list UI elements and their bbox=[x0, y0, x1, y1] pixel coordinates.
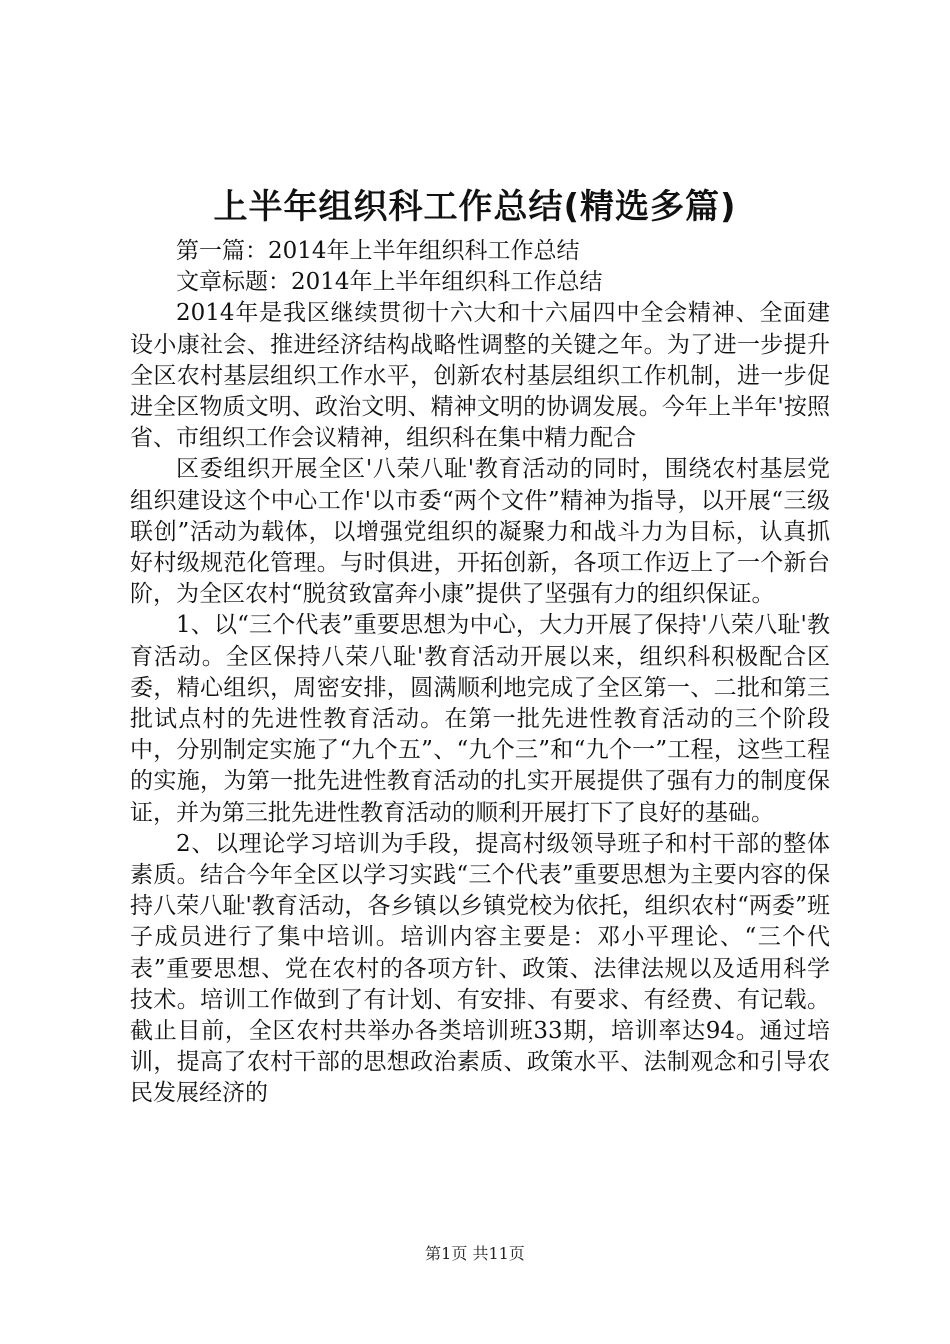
article-title-line: 文章标题：2014年上半年组织科工作总结 bbox=[176, 269, 603, 296]
paragraph: 2014年是我区继续贯彻十六大和十六届四中全会精神、全面建设小康社会、推进经济结构战略性调整的关键之年。为了进一步提升全区农村基层组织工作水平，创新农村基层组织工作机制，进一步促进全区物质文明、政治文明、精神文明的协调发展。今年上半年'按照省、市组织工作会议精神，组织科在集中精力配合 bbox=[130, 300, 830, 452]
page-footer: 第1页 共11页 bbox=[425, 1244, 525, 1263]
section-heading: 第一篇：2014年上半年组织科工作总结 bbox=[176, 238, 580, 264]
paragraph: 区委组织开展全区'八荣八耻'教育活动的同时，围绕农村基层党组织建设这个中心工作'以市委“两个文件”精神为指导，以开展“三级联创”活动为载体，以增强党组织的凝聚力和战斗力为目标，认真抓好村级规范化管理。与时俱进，开拓创新，各项工作迈上了一个新台阶，为全区农村“脱贫致富奔小康”提供了坚强有力的组织保证。 bbox=[130, 456, 830, 608]
paragraph: 2、以理论学习培训为手段，提高村级领导班子和村干部的整体素质。结合今年全区以学习实践“三个代表”重要思想为主要内容的保持八荣八耻'教育活动，各乡镇以乡镇党校为依托，组织农村“两委”班子成员进行了集中培训。培训内容主要是：邓小平理论、“三个代表”重要思想、党在农村的各项方针、政策、法律法规以及适用科学技术。培训工作做到了有计划、有安排、有要求、有经费、有记载。截止目前，全区农村共举办各类培训班33期，培训率达94。通过培训，提高了农村干部的思想政治素质、政策水平、法制观念和引导农民发展经济的 bbox=[130, 830, 830, 1107]
document-title: 上半年组织科工作总结(精选多篇) bbox=[213, 187, 737, 227]
document-body bbox=[130, 236, 830, 1110]
paragraph: 1、以“三个代表”重要思想为中心，大力开展了保持'八荣八耻'教育活动。全区保持八荣八耻'教育活动开展以来，组织科积极配合区委，精心组织，周密安排，圆满顺利地完成了全区第一、二批和第三批试点村的先进性教育活动。在第一批先进性教育活动的三个阶段中，分别制定实施了“九个五”、“九个三”和“九个一”工程，这些工程的实施，为第一批先进性教育活动的扎实开展提供了强有力的制度保证，并为第三批先进性教育活动的顺利开展打下了良好的基础。 bbox=[130, 612, 830, 826]
